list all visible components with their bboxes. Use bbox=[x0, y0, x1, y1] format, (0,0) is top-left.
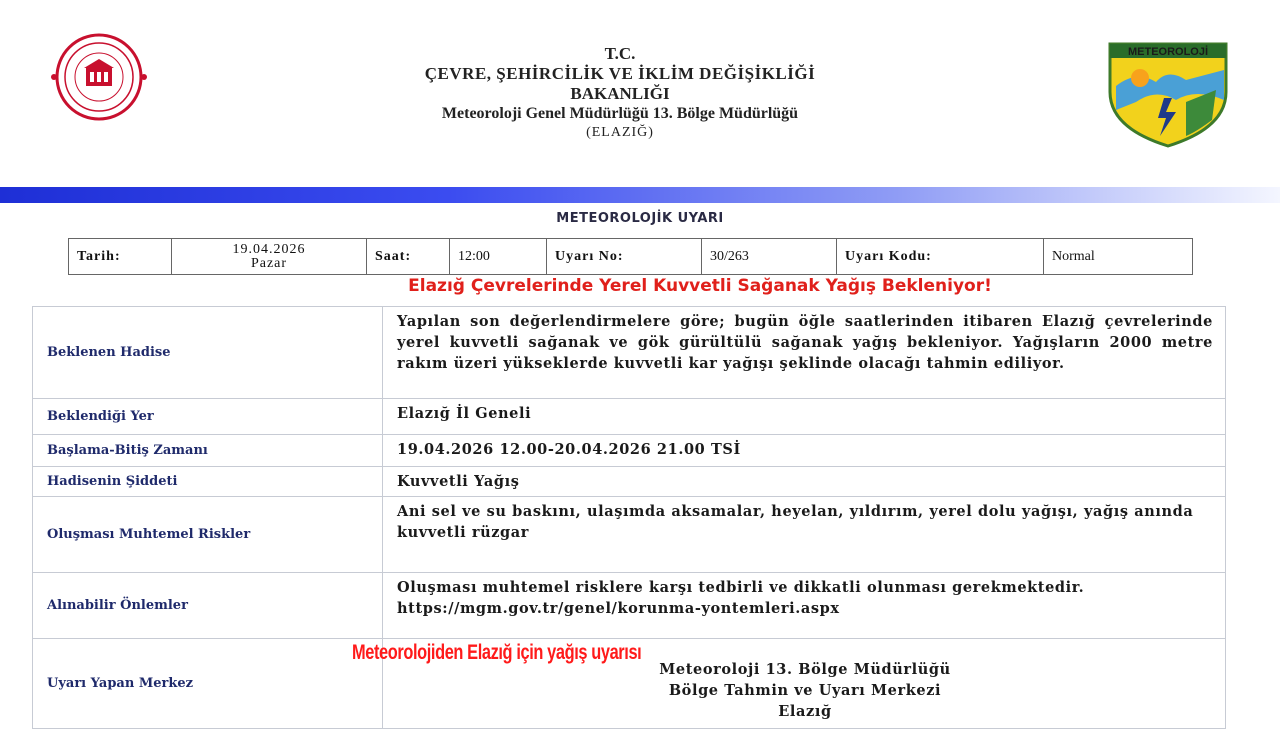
warning-headline: Elazığ Çevrelerinde Yerel Kuvvetli Sağanak Yağış Bekleniyor! bbox=[408, 276, 992, 296]
row-label: Oluşması Muhtemel Riskler bbox=[33, 497, 383, 573]
header-line-tc: T.C. bbox=[604, 44, 636, 63]
row-value bbox=[383, 573, 1226, 639]
row-label: Hadisenin Şiddeti bbox=[33, 467, 383, 497]
time-value: 12:00 bbox=[450, 239, 547, 275]
time-label: Saat: bbox=[367, 239, 450, 275]
meteoroloji-logo bbox=[1106, 40, 1230, 148]
ministry-header bbox=[260, 44, 980, 142]
row-label: Alınabilir Önlemler bbox=[33, 573, 383, 639]
center-line-3: Elazığ bbox=[778, 703, 832, 720]
header-divider-bar bbox=[0, 187, 1280, 203]
warning-code-value: Normal bbox=[1044, 239, 1193, 275]
row-label: Beklenen Hadise bbox=[33, 307, 383, 399]
warning-meta-table bbox=[68, 238, 1193, 275]
svg-text:METEOROLOJİ: METEOROLOJİ bbox=[1127, 46, 1209, 58]
row-value: Kuvvetli Yağış bbox=[383, 467, 1226, 497]
center-line-2: Bölge Tahmin ve Uyarı Merkezi bbox=[668, 682, 942, 699]
warning-no-label: Uyarı No: bbox=[547, 239, 702, 275]
row-value: 19.04.2026 12.00-20.04.2026 21.00 TSİ bbox=[383, 435, 1226, 467]
ministry-seal bbox=[14, 32, 184, 122]
precaution-link[interactable]: https://mgm.gov.tr/genel/korunma-yontemleri.aspx bbox=[397, 600, 840, 617]
table-row bbox=[33, 497, 1226, 573]
table-row bbox=[33, 435, 1226, 467]
precaution-text: Oluşması muhtemel risklere karşı tedbirli ve dikkatli olunması gerekmektedir. bbox=[397, 579, 1085, 596]
warning-title: METEOROLOJİK UYARI bbox=[556, 211, 724, 226]
table-row bbox=[33, 307, 1226, 399]
row-value: Yapılan son değerlendirmelere göre; bugün öğle saatlerinden itibaren Elazığ çevrelerinde yerel kuvvetli sağanak ve gök gürültülü sağanak yağış bekleniyor. Yağışların 2000 metre rakım üzeri yükseklerde kuvvetli kar yağışı şeklinde olacağı tahmin ediliyor. bbox=[383, 307, 1226, 399]
table-row bbox=[33, 399, 1226, 435]
row-value: Elazığ İl Geneli bbox=[383, 399, 1226, 435]
warning-details-table bbox=[32, 306, 1226, 729]
warning-code-label: Uyarı Kodu: bbox=[837, 239, 1044, 275]
overlay-caption: Meteorolojiden Elazığ için yağış uyarısı bbox=[352, 641, 642, 664]
date-label: Tarih: bbox=[69, 239, 172, 275]
row-value: Ani sel ve su baskını, ulaşımda aksamalar, heyelan, yıldırım, yerel dolu yağışı, yağış anında kuvvetli rüzgar bbox=[383, 497, 1226, 573]
header-line-directorate: Meteoroloji Genel Müdürlüğü 13. Bölge Müdürlüğü bbox=[441, 105, 799, 122]
date-cell bbox=[172, 239, 367, 275]
header-line-ministry: ÇEVRE, ŞEHİRCİLİK VE İKLİM DEĞİŞİKLİĞİ bbox=[424, 64, 816, 83]
table-row bbox=[33, 573, 1226, 639]
row-label: Başlama-Bitiş Zamanı bbox=[33, 435, 383, 467]
row-label: Beklendiği Yer bbox=[33, 399, 383, 435]
day-value: Pazar bbox=[250, 255, 288, 271]
date-value: 19.04.2026 bbox=[232, 241, 306, 257]
warning-no-value: 30/263 bbox=[702, 239, 837, 275]
header-line-city: (ELAZIĞ) bbox=[586, 125, 654, 140]
header-line-bakanlik: BAKANLIĞI bbox=[570, 84, 670, 103]
center-line-1: Meteoroloji 13. Bölge Müdürlüğü bbox=[659, 661, 951, 678]
table-row bbox=[33, 467, 1226, 497]
row-label: Uyarı Yapan Merkez bbox=[33, 639, 383, 729]
